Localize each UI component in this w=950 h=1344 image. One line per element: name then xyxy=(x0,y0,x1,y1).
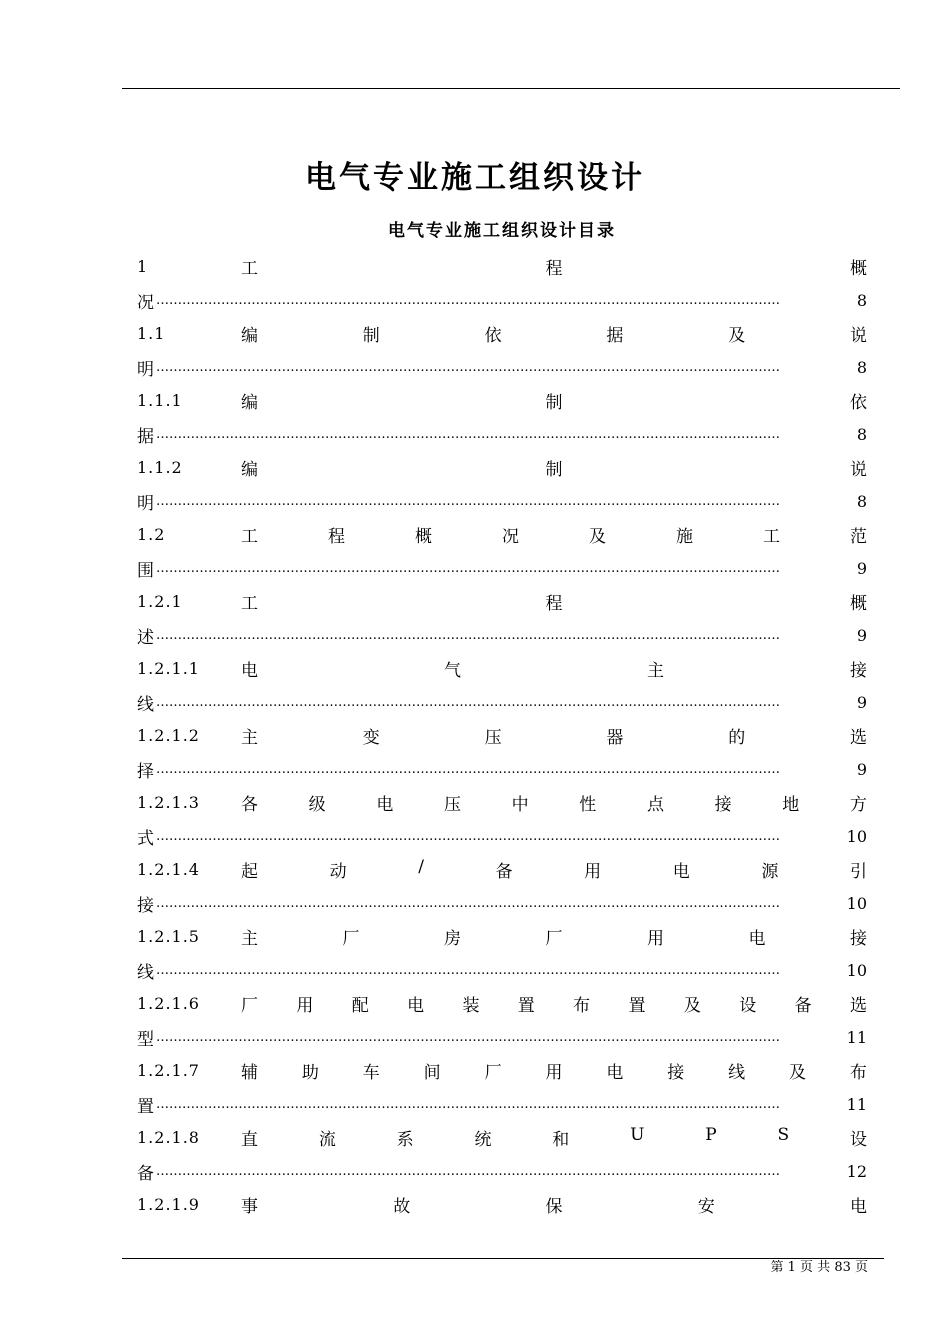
toc-entry-title-char: 助 xyxy=(301,1063,319,1084)
toc-entry-title-char: 装 xyxy=(462,996,480,1017)
toc-entry-title-char: 制 xyxy=(545,393,563,414)
toc-entry-title-char: 概 xyxy=(850,594,867,615)
toc-entry-title-char: P xyxy=(705,1125,717,1146)
toc-entry[interactable] xyxy=(137,384,867,418)
toc-entry-title-char: 置 xyxy=(517,996,535,1017)
toc-entry-leader-line[interactable] xyxy=(137,418,867,452)
toc-entry-page-number: 8 xyxy=(856,424,867,444)
toc-entry-page-number: 8 xyxy=(856,491,867,511)
toc-entry-title-char: 明 xyxy=(137,359,154,380)
toc-entry-number: 1.2.1.9 xyxy=(137,1195,200,1215)
toc-dot-leader: ……………………………………………………………………………………………………………………………… xyxy=(156,962,780,978)
toc-entry-title xyxy=(227,723,867,748)
toc-entry-leader-line[interactable] xyxy=(137,887,867,921)
toc-entry-title-char: 明 xyxy=(137,493,154,514)
toc-entry-title-char: 保 xyxy=(545,1197,563,1218)
toc-entry-leader-line[interactable] xyxy=(137,284,867,318)
toc-entry-title-char: 主 xyxy=(241,929,258,950)
toc-entry-title-char: 主 xyxy=(241,728,258,749)
toc-entry-title xyxy=(227,924,867,949)
toc-entry-title-char: 接 xyxy=(714,795,732,816)
toc-entry-title-char: 间 xyxy=(423,1063,441,1084)
toc-entry-title-char: 和 xyxy=(552,1130,570,1151)
toc-entry-title-char: S xyxy=(777,1125,790,1146)
toc-entry-number: 1.2.1 xyxy=(137,592,183,612)
toc-entry-title-char: 据 xyxy=(137,426,154,447)
toc-entry-title-char: 制 xyxy=(362,326,380,347)
toc-entry-title-char: 系 xyxy=(396,1130,414,1151)
toc-entry-title-char: 及 xyxy=(683,996,701,1017)
toc-entry-title-char: 型 xyxy=(137,1029,154,1050)
toc-entry-title-char: 概 xyxy=(850,259,867,280)
toc-entry-title-char: 各 xyxy=(241,795,258,816)
toc-entry-number: 1.1.1 xyxy=(137,391,183,411)
toc-entry[interactable] xyxy=(137,652,867,686)
toc-entry-title-char: 接 xyxy=(850,661,867,682)
toc-entry-title-char: 况 xyxy=(137,292,154,313)
toc-entry-title-char: 配 xyxy=(351,996,369,1017)
toc-entry-title xyxy=(227,790,867,815)
toc-entry-title xyxy=(227,1125,867,1150)
toc-entry[interactable] xyxy=(137,1188,867,1222)
toc-entry-title-char: 用 xyxy=(545,1063,563,1084)
toc-dot-leader: ……………………………………………………………………………………………………………………………… xyxy=(156,292,780,308)
toc-entry-leader-line[interactable] xyxy=(137,954,867,988)
toc-entry-title-char: 电 xyxy=(672,862,690,883)
toc-entry-title-char: 用 xyxy=(296,996,314,1017)
toc-entry-page-number: 11 xyxy=(846,1094,867,1114)
toc-entry-title-char: 直 xyxy=(241,1130,258,1151)
toc-entry-title-char: 范 xyxy=(850,527,867,548)
toc-entry-title-char: 性 xyxy=(579,795,597,816)
toc-entry-title-char: 器 xyxy=(606,728,624,749)
toc-entry-title-char: 的 xyxy=(728,728,746,749)
toc-entry-number: 1.2.1.3 xyxy=(137,793,200,813)
toc-entry-leader-line[interactable] xyxy=(137,619,867,653)
toc-entry[interactable] xyxy=(137,585,867,619)
toc-entry-title-char: 式 xyxy=(137,828,154,849)
toc-entry-title-char: 及 xyxy=(589,527,606,548)
toc-entry-leader-line[interactable] xyxy=(137,1155,867,1189)
toc-entry-title-char: 电 xyxy=(407,996,425,1017)
toc-entry-title xyxy=(227,1192,867,1217)
toc-entry[interactable] xyxy=(137,987,867,1021)
toc-entry-title-char: 辅 xyxy=(241,1063,258,1084)
toc-entry-title-char: 引 xyxy=(850,862,867,883)
toc-entry-title-char: 地 xyxy=(782,795,800,816)
toc-entry-leader-line[interactable] xyxy=(137,1021,867,1055)
toc-entry-title-char: 接 xyxy=(850,929,867,950)
toc-entry-title-char: 线 xyxy=(137,962,154,983)
toc-entry-title-char: U xyxy=(630,1125,645,1146)
toc-entry-title-char: 电 xyxy=(606,1063,624,1084)
toc-entry-title-char: 备 xyxy=(495,862,513,883)
toc-dot-leader: ……………………………………………………………………………………………………………………………… xyxy=(156,1096,780,1112)
toc-entry-number: 1.2.1.2 xyxy=(137,726,200,746)
toc-entry-title-char: 中 xyxy=(511,795,529,816)
toc-entry[interactable] xyxy=(137,920,867,954)
toc-entry-title-char: 编 xyxy=(241,326,258,347)
toc-entry-title-char: 编 xyxy=(241,460,258,481)
toc-entry-title-char: 备 xyxy=(137,1163,154,1184)
toc-entry-title xyxy=(227,991,867,1016)
toc-entry-title-char: 布 xyxy=(573,996,591,1017)
toc-entry-title-char: 施 xyxy=(676,527,693,548)
toc-entry-title-char: 备 xyxy=(794,996,812,1017)
toc-entry-title-char: 择 xyxy=(137,761,154,782)
toc-dot-leader: ……………………………………………………………………………………………………………………………… xyxy=(156,1163,780,1179)
toc-entry-title xyxy=(227,321,867,346)
toc-entry-title-char: 电 xyxy=(376,795,394,816)
toc-dot-leader: ……………………………………………………………………………………………………………………………… xyxy=(156,627,780,643)
toc-entry-title-char: 起 xyxy=(241,862,258,883)
toc-entry-title-char: / xyxy=(418,857,424,878)
toc-entry-title-char: 流 xyxy=(318,1130,336,1151)
toc-entry-title-char: 方 xyxy=(849,795,867,816)
toc-entry-number: 1.2.1.8 xyxy=(137,1128,200,1148)
toc-entry-title-char: 用 xyxy=(647,929,664,950)
toc-entry-title-char: 概 xyxy=(415,527,432,548)
toc-entry[interactable] xyxy=(137,853,867,887)
toc-entry-title-char: 程 xyxy=(545,259,563,280)
toc-entry-title-char: 据 xyxy=(606,326,624,347)
toc-entry-leader-line[interactable] xyxy=(137,485,867,519)
toc-entry-title-char: 压 xyxy=(443,795,461,816)
toc-entry-title-char: 依 xyxy=(850,393,867,414)
toc-entry-title xyxy=(227,857,867,882)
toc-entry-title-char: 说 xyxy=(849,326,867,347)
toc-entry-title-char: 依 xyxy=(484,326,502,347)
toc-entry-title-char: 用 xyxy=(584,862,602,883)
toc-entry-title-char: 厂 xyxy=(484,1063,502,1084)
toc-entry-title xyxy=(227,254,867,279)
toc-entry-title-char: 接 xyxy=(667,1063,685,1084)
toc-entry-title xyxy=(227,589,867,614)
toc-entry-title-char: 电 xyxy=(748,929,766,950)
toc-entry-page-number: 10 xyxy=(846,960,867,980)
toc-dot-leader: ……………………………………………………………………………………………………………………………… xyxy=(156,761,780,777)
toc-entry-title-char: 置 xyxy=(628,996,646,1017)
toc-entry-title-char: 线 xyxy=(728,1063,746,1084)
toc-entry-title-char: 车 xyxy=(362,1063,380,1084)
toc-entry-title-char: 选 xyxy=(849,996,867,1017)
toc-entry-title-char: 置 xyxy=(137,1096,154,1117)
toc-entry-leader-line[interactable] xyxy=(137,351,867,385)
toc-entry-leader-line[interactable] xyxy=(137,686,867,720)
toc-entry-number: 1.2 xyxy=(137,525,166,545)
toc-entry-title-char: 点 xyxy=(646,795,664,816)
toc-entry-number: 1.2.1.6 xyxy=(137,994,200,1014)
toc-entry-title-char: 统 xyxy=(474,1130,492,1151)
toc-entry-title-char: 电 xyxy=(241,661,258,682)
toc-entry-page-number: 12 xyxy=(846,1161,867,1181)
toc-entry-title-char: 工 xyxy=(763,527,780,548)
toc-dot-leader: ……………………………………………………………………………………………………………………………… xyxy=(156,359,780,375)
toc-entry-number: 1 xyxy=(137,257,149,277)
toc-entry-number: 1.2.1.5 xyxy=(137,927,200,947)
toc-entry-title-char: 设 xyxy=(739,996,757,1017)
toc-entry-number: 1.2.1.1 xyxy=(137,659,200,679)
toc-entry-title-char: 工 xyxy=(241,259,258,280)
toc-entry-title-char: 气 xyxy=(444,661,461,682)
toc-entry-title-char: 级 xyxy=(308,795,326,816)
toc-entry-title-char: 布 xyxy=(849,1063,867,1084)
toc-entry[interactable] xyxy=(137,1121,867,1155)
toc-entry-title xyxy=(227,1058,867,1083)
toc-entry-page-number: 10 xyxy=(846,826,867,846)
toc-entry-title-char: 工 xyxy=(241,594,258,615)
toc-entry[interactable] xyxy=(137,317,867,351)
toc-entry[interactable] xyxy=(137,250,867,284)
toc-entry[interactable] xyxy=(137,518,867,552)
toc-entry-title-char: 线 xyxy=(137,694,154,715)
toc-entry-title-char: 故 xyxy=(393,1197,411,1218)
toc-dot-leader: ……………………………………………………………………………………………………………………………… xyxy=(156,1029,780,1045)
toc-entry-title-char: 及 xyxy=(789,1063,807,1084)
toc-entry-title-char: 围 xyxy=(137,560,154,581)
toc-entry-title-char: 编 xyxy=(241,393,258,414)
toc-entry-page-number: 11 xyxy=(846,1027,867,1047)
toc-entry-leader-line[interactable] xyxy=(137,753,867,787)
toc-entry-title-char: 设 xyxy=(849,1130,867,1151)
toc-entry-leader-line[interactable] xyxy=(137,552,867,586)
toc-entry[interactable] xyxy=(137,719,867,753)
table-of-contents xyxy=(137,250,867,1222)
toc-entry-number: 1.1 xyxy=(137,324,166,344)
toc-entry-number: 1.2.1.4 xyxy=(137,860,200,880)
toc-entry-title-char: 厂 xyxy=(342,929,360,950)
toc-entry-title-char: 程 xyxy=(545,594,563,615)
toc-entry[interactable] xyxy=(137,1054,867,1088)
toc-entry-title xyxy=(227,388,867,413)
toc-entry-number: 1.2.1.7 xyxy=(137,1061,200,1081)
toc-entry-title-char: 主 xyxy=(647,661,664,682)
page-number-footer: 第 1 页 共 83 页 xyxy=(770,1260,868,1275)
toc-entry-title-char: 动 xyxy=(329,862,347,883)
toc-entry-title xyxy=(227,455,867,480)
toc-entry-title-char: 房 xyxy=(444,929,461,950)
toc-entry-page-number: 8 xyxy=(856,357,867,377)
toc-entry-page-number: 10 xyxy=(846,893,867,913)
toc-entry-title-char: 及 xyxy=(728,326,746,347)
toc-dot-leader: ……………………………………………………………………………………………………………………………… xyxy=(156,694,780,710)
toc-entry-title-char: 变 xyxy=(362,728,380,749)
toc-entry-title-char: 程 xyxy=(328,527,345,548)
toc-entry-title-char: 压 xyxy=(484,728,502,749)
document-title: 电气专业施工组织设计 xyxy=(305,160,645,196)
toc-entry-page-number: 9 xyxy=(856,692,867,712)
toc-entry-number: 1.1.2 xyxy=(137,458,183,478)
toc-entry-title-char: 说 xyxy=(850,460,867,481)
toc-dot-leader: ……………………………………………………………………………………………………………………………… xyxy=(156,828,780,844)
toc-heading: 电气专业施工组织设计目录 xyxy=(388,221,616,241)
toc-entry-page-number: 9 xyxy=(856,759,867,779)
toc-entry-title-char: 源 xyxy=(761,862,779,883)
toc-entry-title-char: 接 xyxy=(137,895,154,916)
toc-entry-title-char: 选 xyxy=(849,728,867,749)
toc-entry-title-char: 厂 xyxy=(241,996,258,1017)
toc-entry-leader-line[interactable] xyxy=(137,1088,867,1122)
toc-entry-page-number: 9 xyxy=(856,558,867,578)
toc-entry-leader-line[interactable] xyxy=(137,820,867,854)
toc-entry-title-char: 制 xyxy=(545,460,563,481)
toc-entry-title-char: 事 xyxy=(241,1197,258,1218)
toc-dot-leader: ……………………………………………………………………………………………………………………………… xyxy=(156,560,780,576)
toc-entry-title xyxy=(227,522,867,547)
toc-entry-title-char: 工 xyxy=(241,527,258,548)
toc-entry[interactable] xyxy=(137,786,867,820)
toc-entry-page-number: 9 xyxy=(856,625,867,645)
toc-entry-title-char: 厂 xyxy=(545,929,563,950)
toc-entry-title-char: 电 xyxy=(850,1197,867,1218)
toc-dot-leader: ……………………………………………………………………………………………………………………………… xyxy=(156,895,780,911)
toc-entry-page-number: 8 xyxy=(856,290,867,310)
toc-entry[interactable] xyxy=(137,451,867,485)
header-rule xyxy=(122,88,900,89)
toc-entry-title-char: 安 xyxy=(697,1197,715,1218)
toc-entry-title xyxy=(227,656,867,681)
toc-dot-leader: ……………………………………………………………………………………………………………………………… xyxy=(156,493,780,509)
toc-entry-title-char: 况 xyxy=(502,527,519,548)
toc-dot-leader: ……………………………………………………………………………………………………………………………… xyxy=(156,426,780,442)
toc-entry-title-char: 述 xyxy=(137,627,154,648)
